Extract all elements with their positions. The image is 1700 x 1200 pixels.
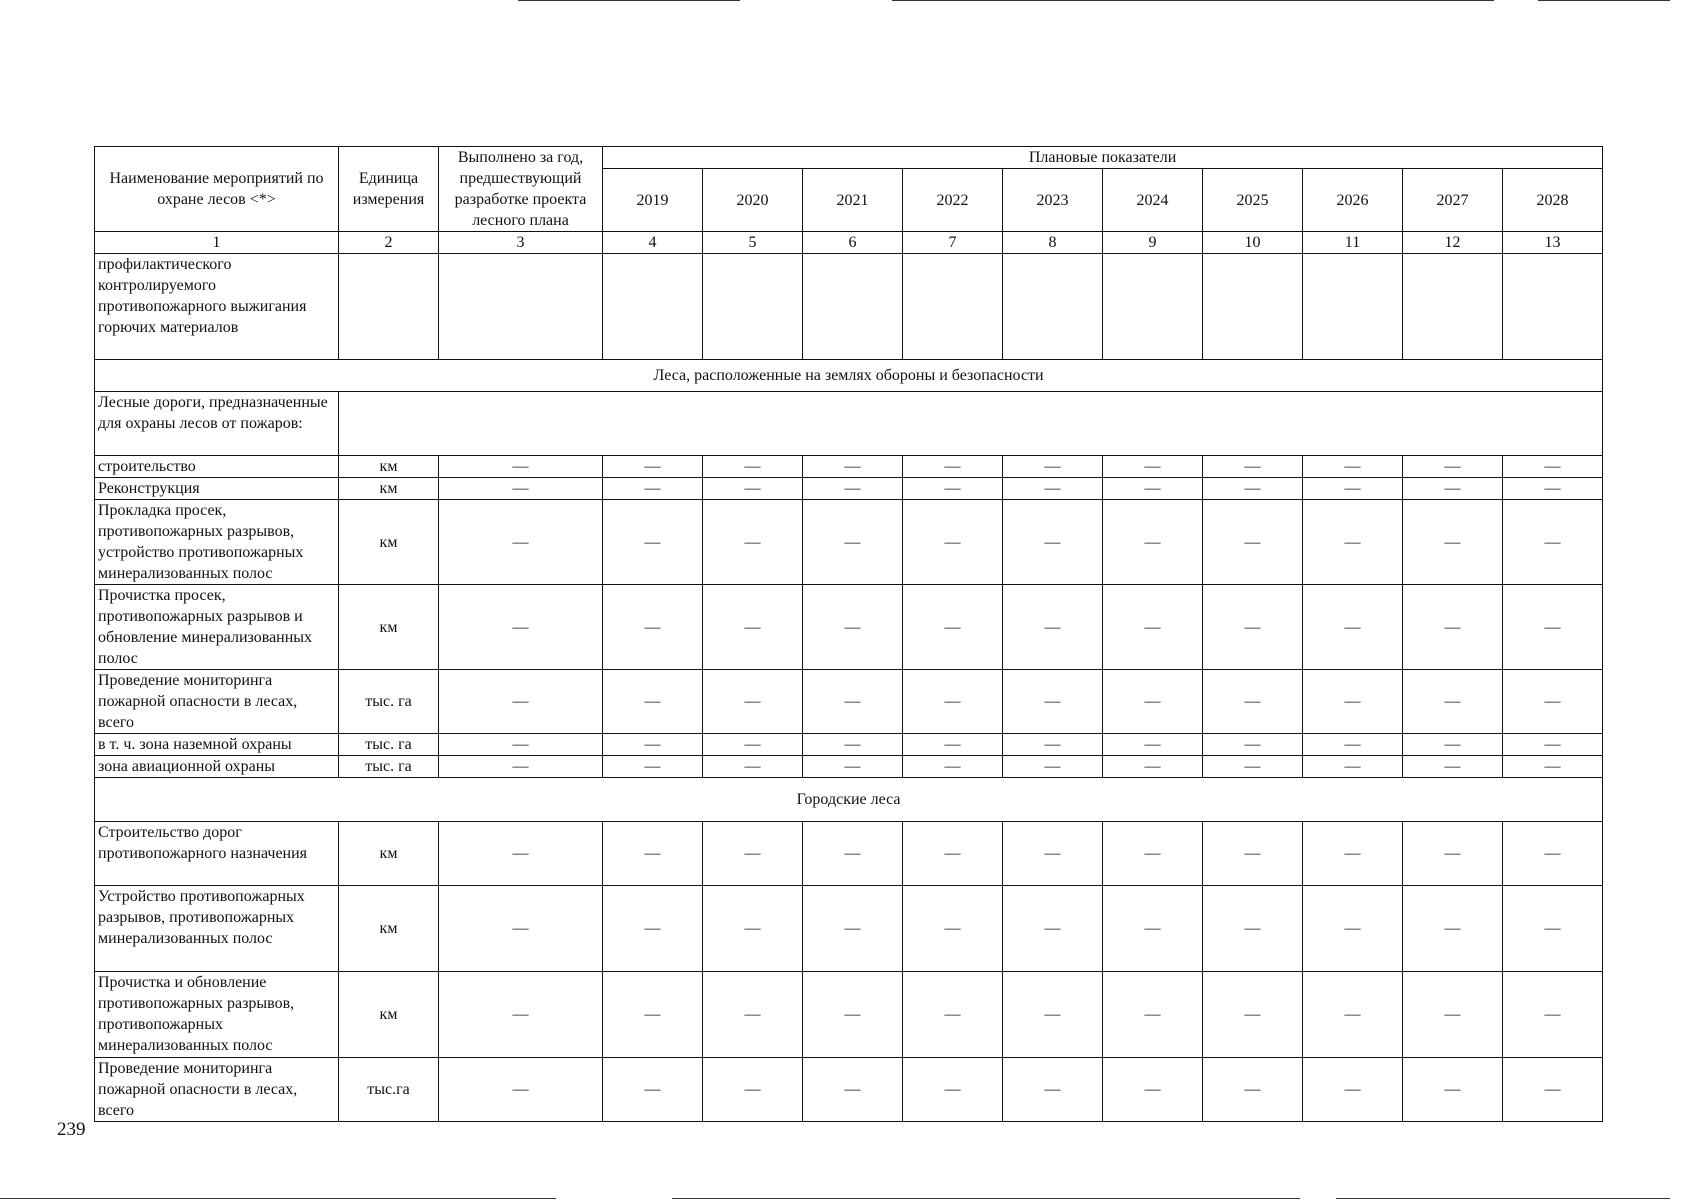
value-cell: — [1003, 1058, 1103, 1122]
value-cell: — [603, 822, 703, 886]
empty-cell [603, 254, 703, 360]
value-cell: — [1503, 585, 1603, 670]
value-cell: — [439, 500, 603, 585]
value-cell: — [1003, 822, 1103, 886]
value-cell: — [439, 670, 603, 734]
value-cell: — [1103, 886, 1203, 972]
value-cell: — [1203, 972, 1303, 1058]
value-cell: — [603, 756, 703, 778]
value-cell: — [603, 585, 703, 670]
urban-rows [95, 822, 1603, 1122]
row-name: зона авиационной охраны [95, 756, 339, 778]
row-unit: км [339, 886, 439, 972]
value-cell: — [803, 456, 903, 478]
value-cell: — [603, 972, 703, 1058]
value-cell: — [903, 585, 1003, 670]
row-name: Проведение мониторинга пожарной опасности в лесах, всего [95, 1058, 339, 1122]
table-row [95, 500, 1603, 585]
value-cell: — [603, 456, 703, 478]
value-cell: — [439, 822, 603, 886]
table-row [95, 972, 1603, 1058]
value-cell: — [1303, 734, 1403, 756]
value-cell: — [1403, 1058, 1503, 1122]
value-cell: — [1103, 972, 1203, 1058]
value-cell: — [903, 822, 1003, 886]
scan-line-bottom-3 [1336, 1198, 1670, 1199]
value-cell: — [1003, 972, 1103, 1058]
value-cell: — [1203, 756, 1303, 778]
row-unit: км [339, 478, 439, 500]
row-name: Прочистка и обновление противопожарных разрывов, противопожарных минерализованных полос [95, 972, 339, 1058]
empty-cell [703, 254, 803, 360]
value-cell: — [1503, 822, 1603, 886]
value-cell: — [1203, 456, 1303, 478]
row-unit: тыс. га [339, 756, 439, 778]
value-cell: — [1103, 500, 1203, 585]
value-cell: — [803, 670, 903, 734]
column-number: 4 [603, 232, 703, 254]
header-year: 2027 [1403, 169, 1503, 232]
value-cell: — [1403, 886, 1503, 972]
value-cell: — [1303, 670, 1403, 734]
value-cell: — [903, 886, 1003, 972]
row-name: Реконструкция [95, 478, 339, 500]
value-cell: — [1203, 500, 1303, 585]
row-name: Строительство дорог противопожарного назначения [95, 822, 339, 886]
value-cell: — [1003, 670, 1103, 734]
row-unit: тыс. га [339, 670, 439, 734]
header-year: 2023 [1003, 169, 1103, 232]
value-cell: — [1103, 734, 1203, 756]
value-cell: — [1403, 585, 1503, 670]
value-cell: — [703, 972, 803, 1058]
value-cell: — [1103, 670, 1203, 734]
value-cell: — [703, 822, 803, 886]
value-cell: — [603, 478, 703, 500]
column-number: 13 [1503, 232, 1603, 254]
empty-cell [339, 254, 439, 360]
value-cell: — [1503, 972, 1603, 1058]
value-cell: — [803, 972, 903, 1058]
value-cell: — [603, 734, 703, 756]
value-cell: — [1103, 456, 1203, 478]
value-cell: — [1003, 756, 1103, 778]
value-cell: — [1303, 886, 1403, 972]
value-cell: — [803, 886, 903, 972]
value-cell: — [1003, 500, 1103, 585]
value-cell: — [803, 822, 903, 886]
column-number: 5 [703, 232, 803, 254]
header-planned-indicators: Плановые показатели [603, 147, 1603, 169]
row-name: строительство [95, 456, 339, 478]
value-cell: — [1403, 734, 1503, 756]
row-name: Прокладка просек, противопожарных разрывов, устройство противопожарных минерализованных полос [95, 500, 339, 585]
value-cell: — [803, 756, 903, 778]
page-number: 239 [57, 1119, 86, 1140]
value-cell: — [1303, 456, 1403, 478]
column-number: 3 [439, 232, 603, 254]
value-cell: — [1503, 1058, 1603, 1122]
empty-cell [1403, 254, 1503, 360]
empty-cell [1303, 254, 1403, 360]
column-number: 10 [1203, 232, 1303, 254]
empty-cell [439, 254, 603, 360]
section-title-defense: Леса, расположенные на землях обороны и безопасности [95, 360, 1603, 392]
section-title-urban: Городские леса [95, 778, 1603, 822]
value-cell: — [439, 756, 603, 778]
empty-cell [1203, 254, 1303, 360]
column-number: 8 [1003, 232, 1103, 254]
value-cell: — [703, 478, 803, 500]
empty-cell [1003, 254, 1103, 360]
value-cell: — [1103, 585, 1203, 670]
value-cell: — [1203, 822, 1303, 886]
header-completed-prior-year: Выполнено за год, предшествующий разработке проекта лесного плана [439, 147, 603, 232]
value-cell: — [1503, 734, 1603, 756]
value-cell: — [1203, 478, 1303, 500]
column-number: 2 [339, 232, 439, 254]
value-cell: — [903, 734, 1003, 756]
scan-line-bottom-1 [0, 1198, 556, 1199]
column-number: 6 [803, 232, 903, 254]
value-cell: — [1103, 822, 1203, 886]
row-unit: км [339, 500, 439, 585]
empty-cell [803, 254, 903, 360]
value-cell: — [439, 478, 603, 500]
value-cell: — [439, 734, 603, 756]
header-year: 2025 [1203, 169, 1303, 232]
value-cell: — [603, 1058, 703, 1122]
empty-cell [1103, 254, 1203, 360]
table-row [95, 478, 1603, 500]
value-cell: — [1403, 500, 1503, 585]
table-row [95, 822, 1603, 886]
value-cell: — [603, 886, 703, 972]
row-name: Лесные дороги, предназначенные для охраны лесов от пожаров: [95, 392, 339, 456]
scan-line-top-1 [518, 0, 740, 1]
column-number: 9 [1103, 232, 1203, 254]
row-name: в т. ч. зона наземной охраны [95, 734, 339, 756]
value-cell: — [703, 670, 803, 734]
value-cell: — [703, 734, 803, 756]
value-cell: — [1303, 585, 1403, 670]
value-cell: — [1303, 972, 1403, 1058]
column-number: 7 [903, 232, 1003, 254]
row-name: Проведение мониторинга пожарной опасности в лесах, всего [95, 670, 339, 734]
row-unit: км [339, 822, 439, 886]
row-unit: тыс. га [339, 734, 439, 756]
scan-line-top-2 [892, 0, 1494, 1]
table-row [95, 1058, 1603, 1122]
value-cell: — [1503, 456, 1603, 478]
table-row [95, 670, 1603, 734]
table-row [95, 756, 1603, 778]
row-unit: км [339, 972, 439, 1058]
row-name: профилактического контролируемого противопожарного выжигания горючих материалов [95, 254, 339, 360]
value-cell: — [1503, 478, 1603, 500]
value-cell: — [903, 972, 1003, 1058]
value-cell: — [1203, 734, 1303, 756]
value-cell: — [903, 456, 1003, 478]
value-cell: — [1103, 756, 1203, 778]
column-number: 1 [95, 232, 339, 254]
value-cell: — [1003, 734, 1103, 756]
header-year: 2022 [903, 169, 1003, 232]
value-cell: — [1303, 478, 1403, 500]
column-number: 12 [1403, 232, 1503, 254]
value-cell: — [439, 456, 603, 478]
table-row-group-label [95, 392, 1603, 456]
value-cell: — [803, 734, 903, 756]
table-row [95, 254, 1603, 360]
value-cell: — [1503, 886, 1603, 972]
value-cell: — [1003, 886, 1103, 972]
value-cell: — [1003, 478, 1103, 500]
header-year: 2026 [1303, 169, 1403, 232]
value-cell: — [1203, 886, 1303, 972]
section-row-defense [95, 360, 1603, 392]
value-cell: — [1403, 456, 1503, 478]
value-cell: — [703, 756, 803, 778]
header-event-name: Наименование мероприятий по охране лесов <*> [95, 147, 339, 232]
value-cell: — [1403, 822, 1503, 886]
group-label-empty-cell [339, 392, 1603, 456]
value-cell: — [1103, 1058, 1203, 1122]
value-cell: — [603, 670, 703, 734]
value-cell: — [803, 585, 903, 670]
value-cell: — [1303, 822, 1403, 886]
value-cell: — [803, 1058, 903, 1122]
empty-cell [903, 254, 1003, 360]
value-cell: — [903, 756, 1003, 778]
scan-line-top-3 [1538, 0, 1670, 1]
value-cell: — [903, 1058, 1003, 1122]
scan-line-bottom-2 [672, 1198, 1300, 1199]
row-unit: км [339, 456, 439, 478]
value-cell: — [903, 500, 1003, 585]
defense-rows [95, 456, 1603, 778]
header-unit: Единица измерения [339, 147, 439, 232]
value-cell: — [439, 585, 603, 670]
value-cell: — [1203, 670, 1303, 734]
value-cell: — [1503, 670, 1603, 734]
column-number: 11 [1303, 232, 1403, 254]
value-cell: — [439, 1058, 603, 1122]
value-cell: — [1103, 478, 1203, 500]
value-cell: — [1203, 1058, 1303, 1122]
row-unit: км [339, 585, 439, 670]
value-cell: — [1303, 500, 1403, 585]
header-year: 2020 [703, 169, 803, 232]
row-name: Прочистка просек, противопожарных разрывов и обновление минерализованных полос [95, 585, 339, 670]
value-cell: — [703, 585, 803, 670]
header-year: 2019 [603, 169, 703, 232]
value-cell: — [803, 500, 903, 585]
table-row [95, 456, 1603, 478]
header-year: 2021 [803, 169, 903, 232]
table-row [95, 585, 1603, 670]
value-cell: — [1303, 1058, 1403, 1122]
value-cell: — [603, 500, 703, 585]
value-cell: — [439, 886, 603, 972]
row-unit: тыс.га [339, 1058, 439, 1122]
value-cell: — [1003, 456, 1103, 478]
row-name: Устройство противопожарных разрывов, противопожарных минерализованных полос [95, 886, 339, 972]
empty-cell [1503, 254, 1603, 360]
value-cell: — [703, 886, 803, 972]
header-year: 2028 [1503, 169, 1603, 232]
header-year: 2024 [1103, 169, 1203, 232]
value-cell: — [703, 456, 803, 478]
value-cell: — [1003, 585, 1103, 670]
value-cell: — [903, 670, 1003, 734]
value-cell: — [1303, 756, 1403, 778]
value-cell: — [703, 500, 803, 585]
value-cell: — [1503, 756, 1603, 778]
table-row [95, 734, 1603, 756]
value-cell: — [1403, 756, 1503, 778]
forest-protection-table [94, 146, 1603, 1122]
value-cell: — [1403, 972, 1503, 1058]
section-row-urban [95, 778, 1603, 822]
table-row [95, 886, 1603, 972]
value-cell: — [1403, 670, 1503, 734]
value-cell: — [439, 972, 603, 1058]
value-cell: — [903, 478, 1003, 500]
value-cell: — [1203, 585, 1303, 670]
value-cell: — [1403, 478, 1503, 500]
value-cell: — [1503, 500, 1603, 585]
value-cell: — [703, 1058, 803, 1122]
value-cell: — [803, 478, 903, 500]
